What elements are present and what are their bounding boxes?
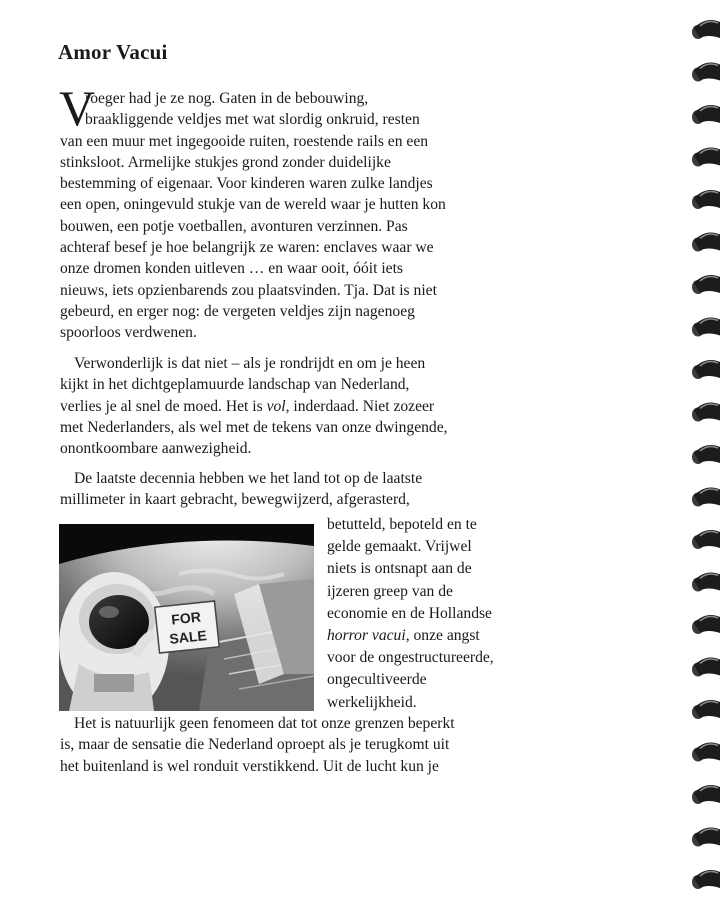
binding-ring xyxy=(692,20,720,39)
text-line: is, maar de sensatie die Nederland oproept als je terugkomt uit xyxy=(60,736,450,754)
text-line: betutteld, bepoteld en te xyxy=(327,516,477,533)
text-line: voor de ongestructureerde, xyxy=(327,649,494,667)
text-line: gelde gemaakt. Vrijwel xyxy=(327,538,472,556)
text-line: werkelijkheid. xyxy=(327,693,417,711)
text-line: nieuws, iets opzienbarends zou plaatsvinden. Tja. Dat is niet xyxy=(60,281,437,299)
text-line: De laatste decennia hebben we het land tot op de laatste xyxy=(74,470,423,487)
binding-ring xyxy=(692,743,720,762)
binding-ring xyxy=(692,658,720,677)
binding-ring xyxy=(692,360,720,379)
text-line: kijkt in het dichtgeplamuurde landschap van Nederland, xyxy=(60,376,410,394)
chapter-title: Amor Vacui xyxy=(58,40,168,64)
text-line: Verwonderlijk is dat niet – als je rondrijdt en om je heen xyxy=(74,355,426,372)
binding-ring xyxy=(692,148,720,167)
binding-ring xyxy=(692,700,720,719)
astronaut-for-sale-image xyxy=(59,524,314,711)
text-line: ijzeren greep van de xyxy=(327,582,453,600)
paragraph-4 xyxy=(60,713,510,777)
text-line: achteraf besef je hoe belangrijk ze waren: enclaves waar we xyxy=(60,239,434,257)
text-line: Het is natuurlijk geen fenomeen dat tot onze grenzen beperkt xyxy=(74,715,455,732)
text-line: niets is ontsnapt aan de xyxy=(327,560,472,578)
binding-ring xyxy=(692,233,720,252)
spiral-binding xyxy=(688,0,720,900)
text-line: millimeter in kaart gebracht, bewegwijzerd, afgerasterd, xyxy=(60,491,410,509)
astronaut-photo xyxy=(59,524,314,711)
binding-ring xyxy=(692,828,720,847)
text-line: bestemming of eigenaar. Voor kinderen waren zulke landjes xyxy=(60,175,433,193)
text-line: spoorloos verdwenen. xyxy=(60,324,197,342)
binding-ring xyxy=(692,445,720,464)
paragraph-3 xyxy=(60,468,510,511)
text-line: braakliggende veldjes met wat slordig onkruid, resten xyxy=(85,111,420,129)
text-line: horror vacui, onze angst xyxy=(327,626,480,644)
binding-ring xyxy=(692,870,720,889)
emphasis-horror-vacui: horror vacui xyxy=(327,626,406,644)
binding-ring xyxy=(692,318,720,337)
wrap-column xyxy=(327,514,527,714)
paragraph-1 xyxy=(59,80,510,344)
text-line: verlies je al snel de moed. Het is vol, inderdaad. Niet zozeer xyxy=(60,397,435,415)
text-line: onze dromen konden uitleven … en waar ooit, óóit iets xyxy=(60,260,403,278)
binding-ring xyxy=(692,488,720,507)
binding-ring xyxy=(692,275,720,294)
text-line: een open, oningevuld stukje van de wereld waar je hutten kon xyxy=(60,196,446,214)
sign-text-1: FOR xyxy=(170,608,202,628)
binding-ring xyxy=(692,530,720,549)
binding-ring xyxy=(692,785,720,804)
binding-ring xyxy=(692,615,720,634)
text-line: stinksloot. Armelijke stukjes grond zonder duidelijke xyxy=(60,153,391,171)
text-line: ongecultiveerde xyxy=(327,671,427,689)
text-line: economie en de Hollandse xyxy=(327,604,492,622)
text-line: bouwen, een potje voetballen, avonturen verzinnen. Pas xyxy=(60,217,408,235)
sign-text-2: SALE xyxy=(168,627,208,647)
text-line: met Nederlanders, als wel met de tekens van onze dwingende, xyxy=(60,418,448,436)
binding-ring xyxy=(692,63,720,82)
text-line: onontkoombare aanwezigheid. xyxy=(60,440,252,458)
paragraph-2 xyxy=(60,353,510,459)
binding-ring xyxy=(692,573,720,592)
binding-ring xyxy=(692,403,720,422)
binding-ring xyxy=(692,105,720,124)
text-line: roeger had je ze nog. Gaten in de bebouwing, xyxy=(85,90,369,107)
binding-ring xyxy=(692,190,720,209)
emphasis-vol: vol xyxy=(266,397,286,415)
text-line: gebeurd, en erger nog: de vergeten veldjes zijn nagenoeg xyxy=(60,302,415,320)
drop-cap: V xyxy=(59,80,96,136)
text-line: het buitenland is wel ronduit verstikkend. Uit de lucht kun je xyxy=(60,757,439,775)
text-line: van een muur met ingegooide ruiten, roestende rails en een xyxy=(60,132,429,150)
